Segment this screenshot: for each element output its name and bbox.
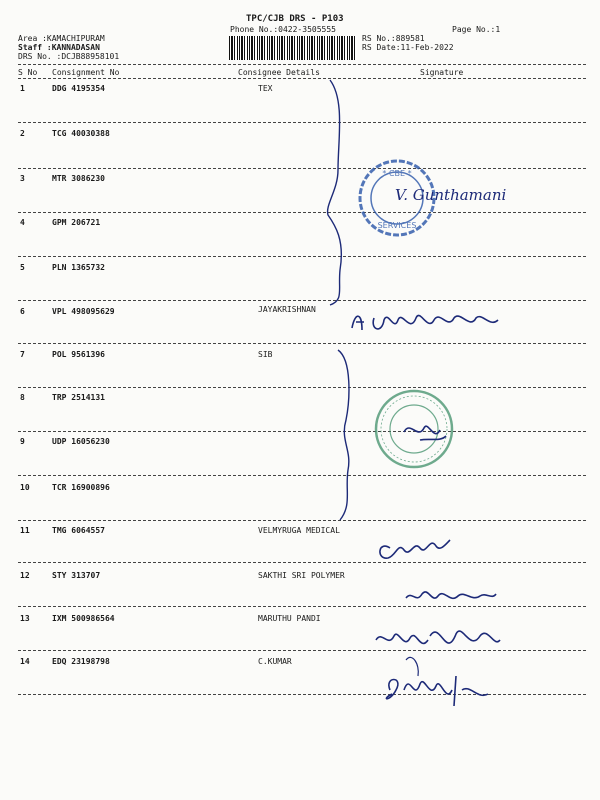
row-consignment: MTR 3086230 — [52, 174, 105, 183]
col-signature: Signature — [420, 68, 464, 77]
signature-row-11 — [380, 540, 450, 558]
row-consignee: SAKTHI SRI POLYMER — [258, 571, 345, 580]
row-consignee: TEX — [258, 84, 273, 93]
row-sno: 10 — [20, 483, 30, 492]
row-consignment: PLN 1365732 — [52, 263, 105, 272]
row-sno: 11 — [20, 526, 30, 535]
row-consignment: TCG 40030388 — [52, 129, 110, 138]
col-sno: S No — [18, 68, 38, 77]
row-consignment: TMG 6064557 — [52, 526, 105, 535]
rs-date: RS Date:11-Feb-2022 — [362, 43, 454, 52]
signature-row-14 — [406, 657, 418, 676]
row-consignment: VPL 498095629 — [52, 307, 115, 316]
staff-label: Staff :KANNADASAN — [18, 43, 100, 52]
row-consignee: JAYAKRISHNAN — [258, 305, 316, 314]
row-consignment: TCR 16900896 — [52, 483, 110, 492]
row-consignment: POL 9561396 — [52, 350, 105, 359]
area-label: Area :KAMACHIPURAM — [18, 34, 105, 43]
signature-row-3: V. Gunthamani — [395, 186, 507, 204]
svg-text:* CBE *: * CBE * — [382, 169, 412, 178]
row-consignment: IXM 500986564 — [52, 614, 115, 623]
row-sno: 14 — [20, 657, 30, 666]
row-sno: 3 — [20, 174, 25, 183]
signature-row-14 — [386, 676, 488, 706]
row-consignment: STY 313707 — [52, 571, 101, 580]
row-consignment: DDG 4195354 — [52, 84, 105, 93]
green-round-stamp — [376, 391, 452, 467]
row-consignment: TRP 2514131 — [52, 393, 105, 402]
bracket-mark — [328, 80, 342, 305]
row-sno: 6 — [20, 307, 25, 316]
row-sno: 4 — [20, 218, 25, 227]
phone-number: Phone No.:0422-3505555 — [230, 25, 336, 34]
document-title: TPC/CJB DRS - P103 — [246, 14, 344, 24]
row-consignment: EDQ 23198798 — [52, 657, 110, 666]
row-consignee: MARUTHU PANDI — [258, 614, 321, 623]
rs-number: RS No.:889581 — [362, 34, 425, 43]
row-sno: 2 — [20, 129, 25, 138]
row-consignee: C.KUMAR — [258, 657, 292, 666]
row-consignee: VELMYRUGA MEDICAL — [258, 526, 340, 535]
row-sno: 13 — [20, 614, 30, 623]
svg-text:SERVICES: SERVICES — [377, 221, 417, 230]
signature-row-12 — [406, 592, 496, 598]
drs-number: DRS No. :DCJB88958101 — [18, 52, 120, 61]
row-consignee: SIB — [258, 350, 273, 359]
signature-row-13 — [376, 631, 500, 643]
row-consignment: UDP 16056230 — [52, 437, 110, 446]
row-sno: 12 — [20, 571, 30, 580]
col-consignment: Consignment No — [52, 68, 120, 77]
signature-row-6 — [352, 315, 498, 330]
page-number: Page No.:1 — [452, 25, 501, 34]
row-sno: 7 — [20, 350, 25, 359]
row-sno: 9 — [20, 437, 25, 446]
row-sno: 5 — [20, 263, 25, 272]
row-sno: 8 — [20, 393, 25, 402]
bracket-mark — [338, 350, 349, 520]
row-sno: 1 — [20, 84, 25, 93]
signature-row-9 — [404, 426, 446, 440]
col-consignee: Consignee Details — [238, 68, 320, 77]
row-consignment: GPM 206721 — [52, 218, 101, 227]
